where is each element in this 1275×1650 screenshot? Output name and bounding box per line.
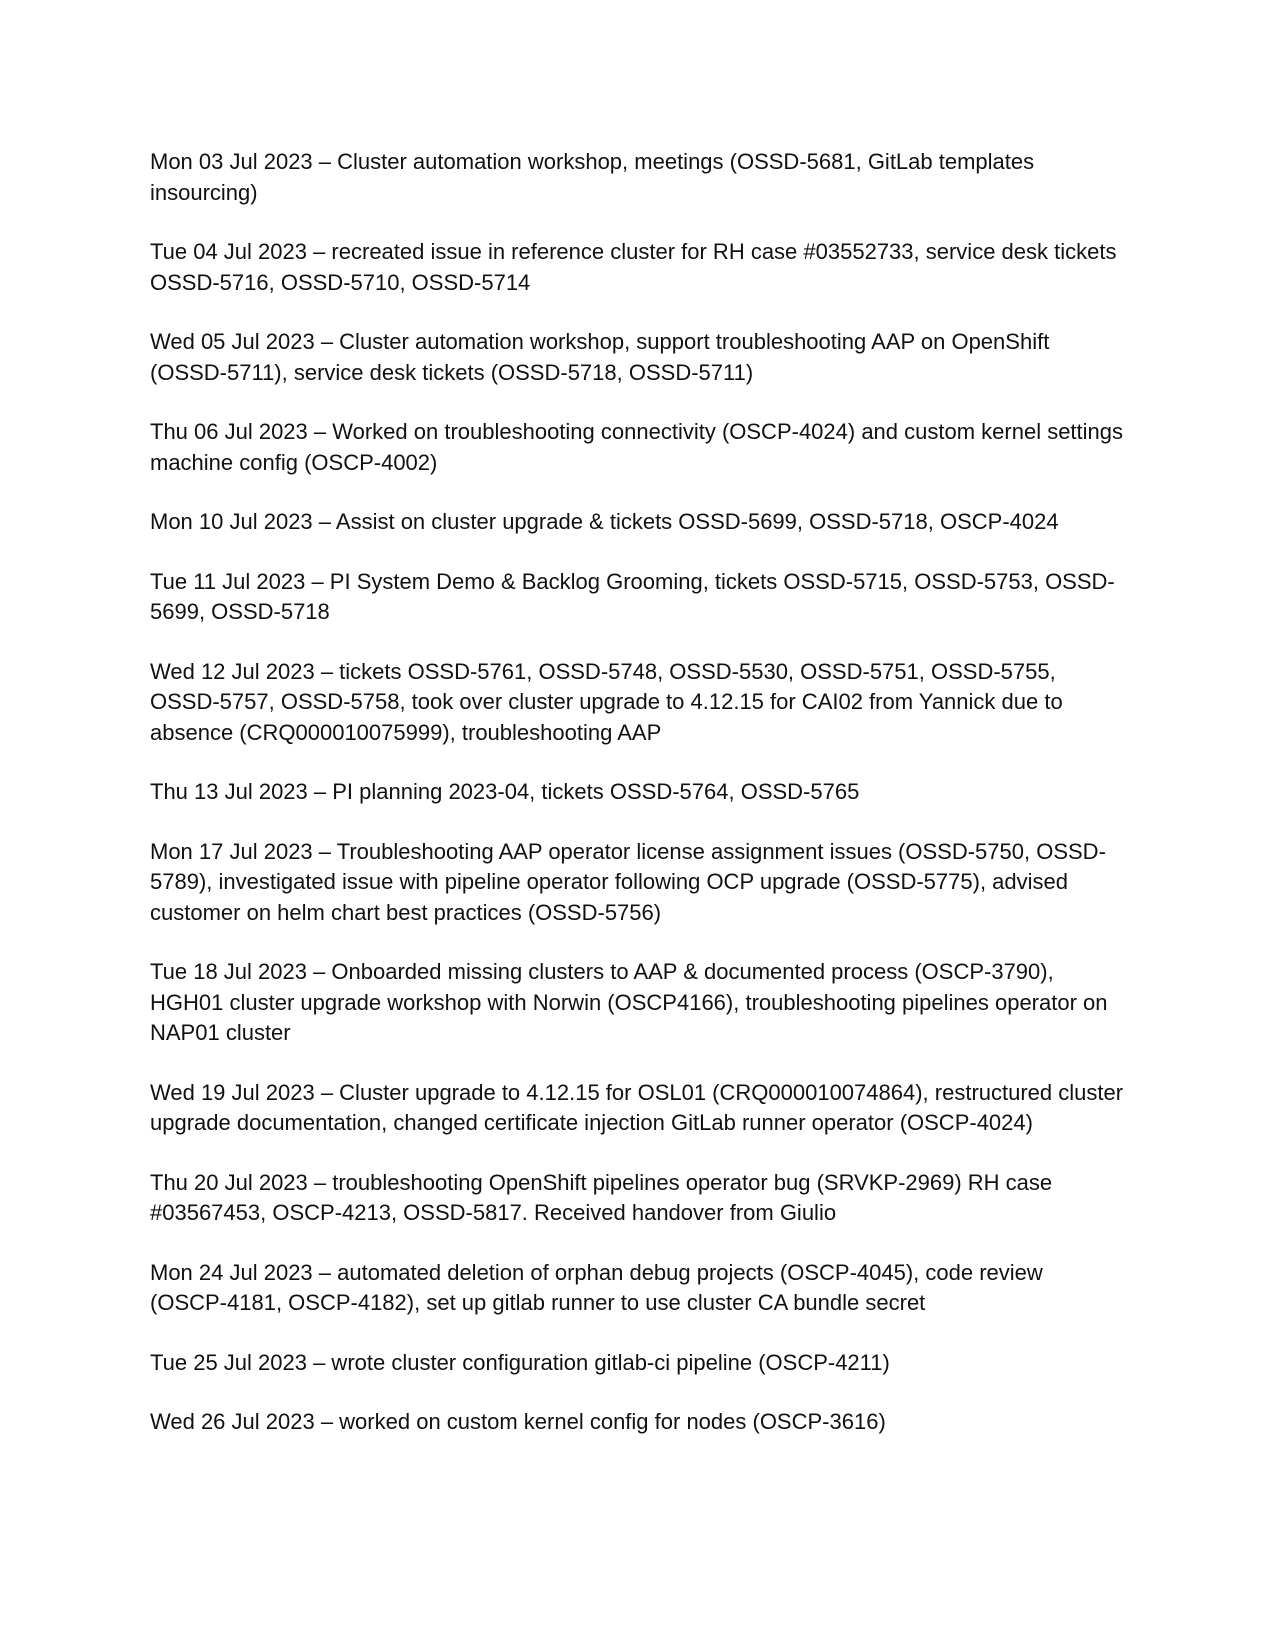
log-entry: Thu 06 Jul 2023 – Worked on troubleshooting connectivity (OSCP-4024) and custom kernel settings machine config (OSCP-4002) — [150, 419, 1124, 475]
log-entry: Mon 17 Jul 2023 – Troubleshooting AAP operator license assignment issues (OSSD-5750, OSSD-5789), investigated issue with pipeline operator following OCP upgrade (OSSD-5775), advised customer on helm chart best practices (OSSD-5756) — [150, 838, 1106, 925]
log-entry: Wed 26 Jul 2023 – worked on custom kernel config for nodes (OSCP-3616) — [150, 1409, 886, 1434]
log-entry: Mon 03 Jul 2023 – Cluster automation workshop, meetings (OSSD-5681, GitLab templates insourcing) — [150, 149, 1035, 205]
log-entry: Mon 10 Jul 2023 – Assist on cluster upgrade & tickets OSSD-5699, OSSD-5718, OSCP-4024 — [150, 509, 1059, 534]
log-entry: Thu 13 Jul 2023 – PI planning 2023-04, tickets OSSD-5764, OSSD-5765 — [150, 779, 860, 804]
log-entry: Tue 04 Jul 2023 – recreated issue in reference cluster for RH case #03552733, service desk tickets OSSD-5716, OSSD-5710, OSSD-5714 — [150, 239, 1117, 295]
log-entry: Wed 05 Jul 2023 – Cluster automation workshop, support troubleshooting AAP on OpenShift (OSSD-5711), service desk tickets (OSSD-5718, OSSD-5711) — [150, 329, 1050, 385]
log-entry: Tue 25 Jul 2023 – wrote cluster configuration gitlab-ci pipeline (OSCP-4211) — [150, 1349, 890, 1375]
work-log — [150, 147, 1125, 1467]
log-entry: Thu 20 Jul 2023 – troubleshooting OpenShift pipelines operator bug (SRVKP-2969) RH case #03567453, OSCP-4213, OSSD-5817. Received handover from Giulio — [150, 1169, 1053, 1225]
log-entry: Tue 18 Jul 2023 – Onboarded missing clusters to AAP & documented process (OSCP-3790), HGH01 cluster upgrade workshop with Norwin (OSCP4166), troubleshooting pipelines operator on NAP01 cluster — [150, 959, 1108, 1045]
log-entry: Tue 11 Jul 2023 – PI System Demo & Backlog Grooming, tickets OSSD-5715, OSSD-5753, OSSD-5699, OSSD-5718 — [150, 568, 1115, 624]
log-entry: Mon 24 Jul 2023 – automated deletion of orphan debug projects (OSCP-4045), code review (OSCP-4181, OSCP-4182), set up gitlab runner to use cluster CA bundle secret — [150, 1259, 1043, 1315]
log-entry: Wed 12 Jul 2023 – tickets OSSD-5761, OSSD-5748, OSSD-5530, OSSD-5751, OSSD-5755, OSSD-5757, OSSD-5758, took over cluster upgrade to 4.12.15 for CAI02 from Yannick due to absence (CRQ000010075999), troubleshooting AAP — [150, 658, 1063, 745]
log-entry: Wed 19 Jul 2023 – Cluster upgrade to 4.12.15 for OSL01 (CRQ000010074864), restructured cluster upgrade documentation, changed certificate injection GitLab runner operator (OSCP-4024) — [150, 1079, 1124, 1135]
